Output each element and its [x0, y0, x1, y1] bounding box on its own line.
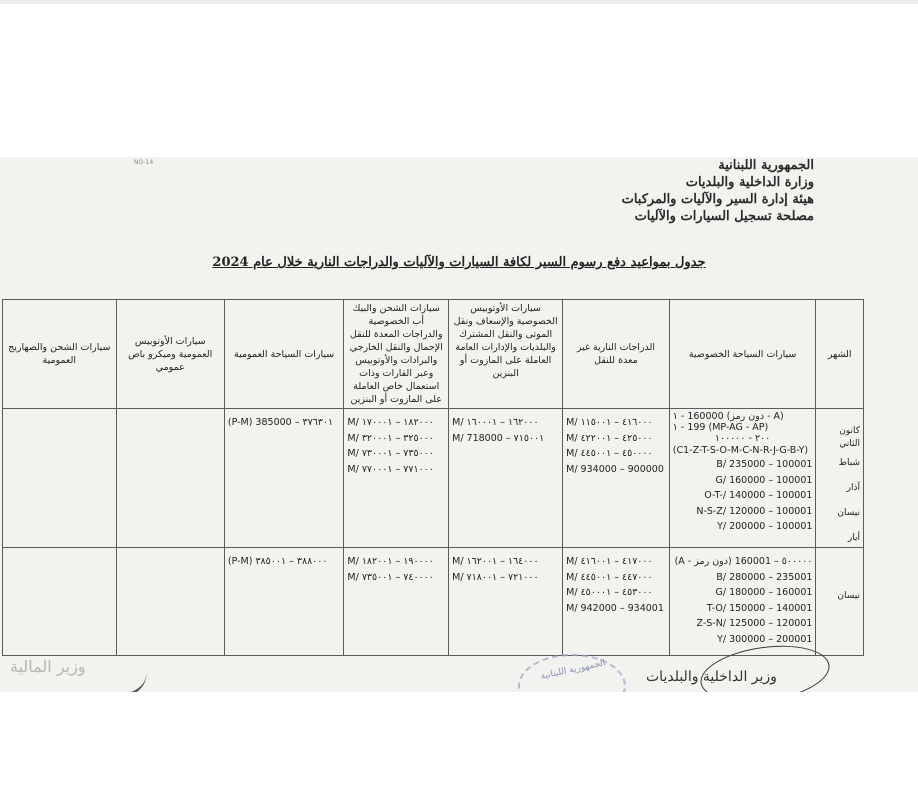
minister-signature-title: وزير الداخلية والبلديات: [646, 669, 777, 685]
col-private-buses: سيارات الأوتوبيس الخصوصية والإسعاف ونقل الموتى والنقل المشترك والبلديات والإدارات العامة العاملة على المازوت أو البنزين: [449, 300, 563, 409]
row2-public-trucks: [3, 548, 117, 656]
fee-range: (A - دون رمز) ٥٠٠٠٠٠ – 160001: [674, 556, 813, 567]
fee-range: M/ ٤١٧٠٠٠ – ٤١٦٠٠١: [566, 556, 653, 567]
fee-range: N-S-Z/ 120000 – 100001: [696, 505, 813, 517]
row1-public-trucks: [3, 409, 117, 548]
month-label: نيسان: [837, 591, 860, 601]
row1-public-buses: [116, 409, 224, 548]
fee-range: M/ ١٦٢٠٠٠ – ١٦٠٠٠١: [452, 417, 539, 428]
document-page: [0, 157, 918, 692]
row1-private-cars: [669, 409, 816, 548]
col-public-trucks: سيارات الشحن والصهاريج العمومية: [3, 300, 117, 409]
table-row: [3, 409, 864, 548]
row1-motorcycles: [563, 409, 670, 548]
header-line-republic: الجمهورية اللبنانية: [718, 158, 814, 173]
fee-range: M/ 942000 – 934001: [566, 602, 664, 614]
row2-public-cars: [224, 548, 344, 656]
fee-range: M/ ٤٢٥٠٠٠ – ٤٢٢٠٠١: [566, 432, 653, 444]
fee-range: G/ 160000 – 100001: [715, 474, 813, 486]
fee-range: M/ ٧٢١٠٠٠ – ٧١٨٠٠١: [452, 571, 539, 583]
fees-schedule-table: [2, 299, 864, 656]
document-header: [622, 157, 814, 225]
fee-range: B/ 280000 – 235001: [716, 571, 813, 583]
top-strip: [0, 0, 918, 4]
month-label: كانون: [839, 426, 860, 436]
finance-minister-signature: وزير المالية: [10, 657, 86, 676]
fee-range: ٢٠٠ - ١٠٠٠٠٠: [714, 433, 771, 444]
fee-range: M/ ١٦٤٠٠٠ – ١٦٢٠٠١: [452, 556, 539, 567]
month-label: آذار: [846, 483, 860, 493]
col-public-buses: سيارات الأوتوبيس العمومية وميكرو باص عمومي: [116, 300, 224, 409]
fee-range: M/ 934000 – 900000: [566, 463, 664, 475]
table-row: [3, 548, 864, 656]
row2-motorcycles: [563, 548, 670, 656]
col-private-cars: سيارات السياحة الخصوصية: [669, 300, 816, 409]
fee-range: M/ ٤٥٠٠٠٠ – ٤٤٥٠٠١: [566, 448, 653, 459]
col-motorcycles: الدراجات النارية غير معدة للنقل: [563, 300, 670, 409]
fee-range: M/ ٧٣٥٠٠٠ – ٧٣٠٠٠١: [347, 448, 434, 459]
row2-private-cars: [669, 548, 816, 656]
fee-range: Y/ 200000 – 100001: [717, 521, 813, 532]
month-label: نيسان: [837, 508, 860, 518]
fee-range: M/ ١٨٢٠٠٠ – ١٧٠٠٠١: [347, 417, 434, 428]
row2-months: [816, 548, 864, 656]
fee-range: Z-S-N/ 125000 – 120001: [696, 618, 813, 629]
fee-range: M/ ٧٧١٠٠٠ – ٧٧٠٠٠١: [347, 463, 434, 475]
col-public-cars: سيارات السياحة العمومية: [224, 300, 344, 409]
header-line-authority: هيئة إدارة السير والآليات والمركبات: [621, 192, 814, 207]
fee-range: M/ 718000 – ٧١٥٠٠١: [452, 432, 545, 444]
month-label: أيار: [847, 533, 860, 543]
fee-range: O-T-/ 140000 – 100001: [704, 490, 813, 501]
document-title: جدول بمواعيد دفع رسوم السير لكافة السيارات والآليات والدراجات النارية خلال عام 2024: [212, 255, 706, 270]
fee-range: (P-M) ٣٨٨٠٠٠ – ٣٨٥٠٠١: [227, 556, 328, 567]
row1-private-buses: [449, 409, 563, 548]
fee-range: T-O/ 150000 – 140001: [706, 602, 813, 614]
fee-range: (P-M) 385000 – ٣٧٦٣٠١: [227, 417, 334, 428]
header-line-ministry: وزارة الداخلية والبلديات: [685, 175, 814, 190]
reference-number: NO-14: [134, 159, 154, 166]
month-label: شباط: [838, 458, 860, 468]
fee-range: Y/ 300000 – 200001: [717, 633, 813, 645]
col-month: الشهر: [816, 300, 864, 409]
row2-private-buses: [449, 548, 563, 656]
fee-range: M/ ٤٥٣٠٠٠ – ٤٥٠٠٠١: [566, 587, 653, 598]
table-header-row: [3, 300, 864, 409]
fee-range: M/ ٣٢٥٠٠٠ – ٣٢٠٠٠١: [347, 432, 434, 444]
fee-range: M/ ٤١٦٠٠٠ – ١١٥٠٠١: [566, 417, 653, 428]
row1-months: [816, 409, 864, 548]
stamp-text: الجمهورية اللبنانية: [539, 658, 607, 682]
fee-range: M/ ١٩٠٠٠٠ – ١٨٢٠٠١: [347, 556, 434, 567]
row2-private-trucks: [344, 548, 449, 656]
fee-range: B/ 235000 – 100001: [716, 459, 813, 470]
fee-range: M/ ٤٤٧٠٠٠ – ٤٤٥٠٠١: [566, 571, 653, 583]
row1-public-cars: [224, 409, 344, 548]
fee-range: M/ ٧٤٠٠٠٠ – ٧٣٥٠٠١: [347, 571, 434, 583]
fee-range: (C1-Z-T-S-O-M-C-N-R-J-G-B-Y): [672, 445, 809, 456]
fee-range: ١ - 160000 (دون رمز - A): [672, 411, 784, 422]
fee-range: ١ - 199 (MP-AG - AP): [672, 422, 769, 433]
fee-range: G/ 180000 – 160001: [715, 587, 813, 598]
col-private-trucks: سيارات الشحن والبيك أب الخصوصية والدراجات المعدة للنقل الإحمال والنقل الخارجي والبرادات والأوتوبيس وعبر القارات وذات استعمال خاص العاملة على المازوت أو البنزين: [344, 300, 449, 409]
month-label: الثاني: [839, 439, 860, 449]
header-line-service: مصلحة تسجيل السيارات والآليات: [634, 209, 814, 224]
row2-public-buses: [116, 548, 224, 656]
row1-private-trucks: [344, 409, 449, 548]
